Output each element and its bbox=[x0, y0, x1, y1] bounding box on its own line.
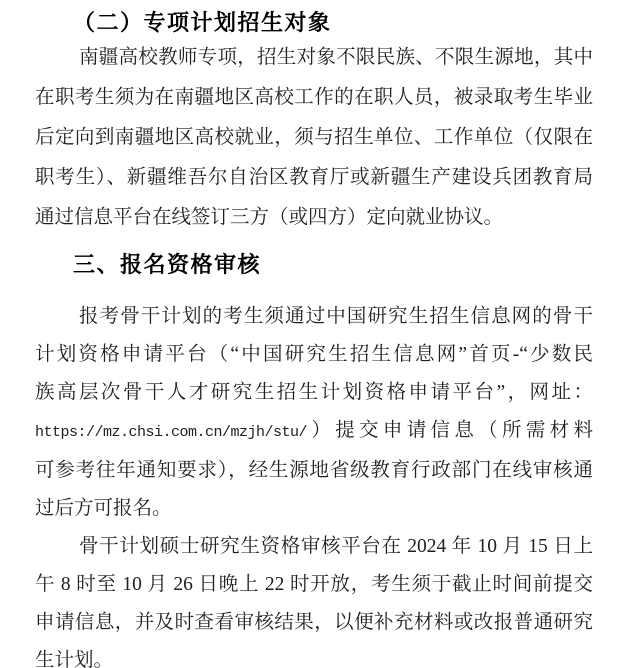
text-segment: 南疆高校教师专项，招生对象不限民族、不限生源地，其中 bbox=[79, 47, 593, 68]
text-segment: 族高层次骨干人才研究生招生计划资格申请平台”，网址： bbox=[35, 382, 593, 403]
text-segment: 过后方可报名。 bbox=[35, 498, 172, 519]
text-line bbox=[35, 158, 593, 198]
text-line bbox=[35, 490, 593, 528]
text-segment: 报考骨干计划的考生须通过中国研究生招生信息网的骨干 bbox=[79, 306, 593, 327]
heading-registration-qualification-review: 三、报名资格审核 bbox=[73, 252, 262, 277]
text-line bbox=[35, 412, 593, 452]
text-line bbox=[35, 78, 593, 118]
para-qualification-platform bbox=[35, 298, 593, 528]
text-segment: 后定向到南疆地区高校就业，须与招生单位、工作单位（仅限在 bbox=[35, 127, 593, 148]
text-segment: 计划资格申请平台（“中国研究生招生信息网”首页-“少数民 bbox=[35, 344, 593, 365]
text-segment: 职考生）、新疆维吾尔自治区教育厅或新疆生产建设兵团教育局 bbox=[35, 167, 593, 188]
text-line bbox=[35, 452, 593, 490]
text-line bbox=[35, 118, 593, 158]
url-text: https://mz.chsi.com.cn/mzjh/stu/ bbox=[35, 424, 308, 441]
heading-special-plan-targets: （二）专项计划招生对象 bbox=[73, 10, 332, 35]
text-line bbox=[35, 38, 593, 78]
text-segment: 可参考往年通知要求），经生源地省级教育行政部门在线审核通 bbox=[35, 460, 593, 481]
text-segment: 生计划。 bbox=[35, 650, 114, 668]
text-line bbox=[35, 528, 593, 566]
text-segment: 通过信息平台在线签订三方（或四方）定向就业协议。 bbox=[35, 207, 504, 228]
text-line bbox=[35, 336, 593, 374]
text-line bbox=[35, 604, 593, 642]
text-segment: 骨干计划硕士研究生资格审核平台在 2024 年 10 月 15 日上 bbox=[79, 536, 593, 557]
para-special-plan-body bbox=[35, 38, 593, 238]
text-line bbox=[35, 298, 593, 336]
text-line bbox=[35, 374, 593, 412]
text-line bbox=[35, 198, 593, 238]
text-segment: ）提交申请信息（所需材料 bbox=[307, 420, 593, 441]
text-segment: 午 8 时至 10 月 26 日晚上 22 时开放，考生须于截止时间前提交 bbox=[35, 574, 593, 595]
text-line bbox=[35, 566, 593, 604]
text-segment: 申请信息，并及时查看审核结果，以便补充材料或改报普通研究 bbox=[35, 612, 593, 633]
para-review-window bbox=[35, 528, 593, 668]
text-segment: 在职考生须为在南疆地区高校工作的在职人员，被录取考生毕业 bbox=[35, 87, 593, 108]
text-line bbox=[35, 642, 593, 668]
